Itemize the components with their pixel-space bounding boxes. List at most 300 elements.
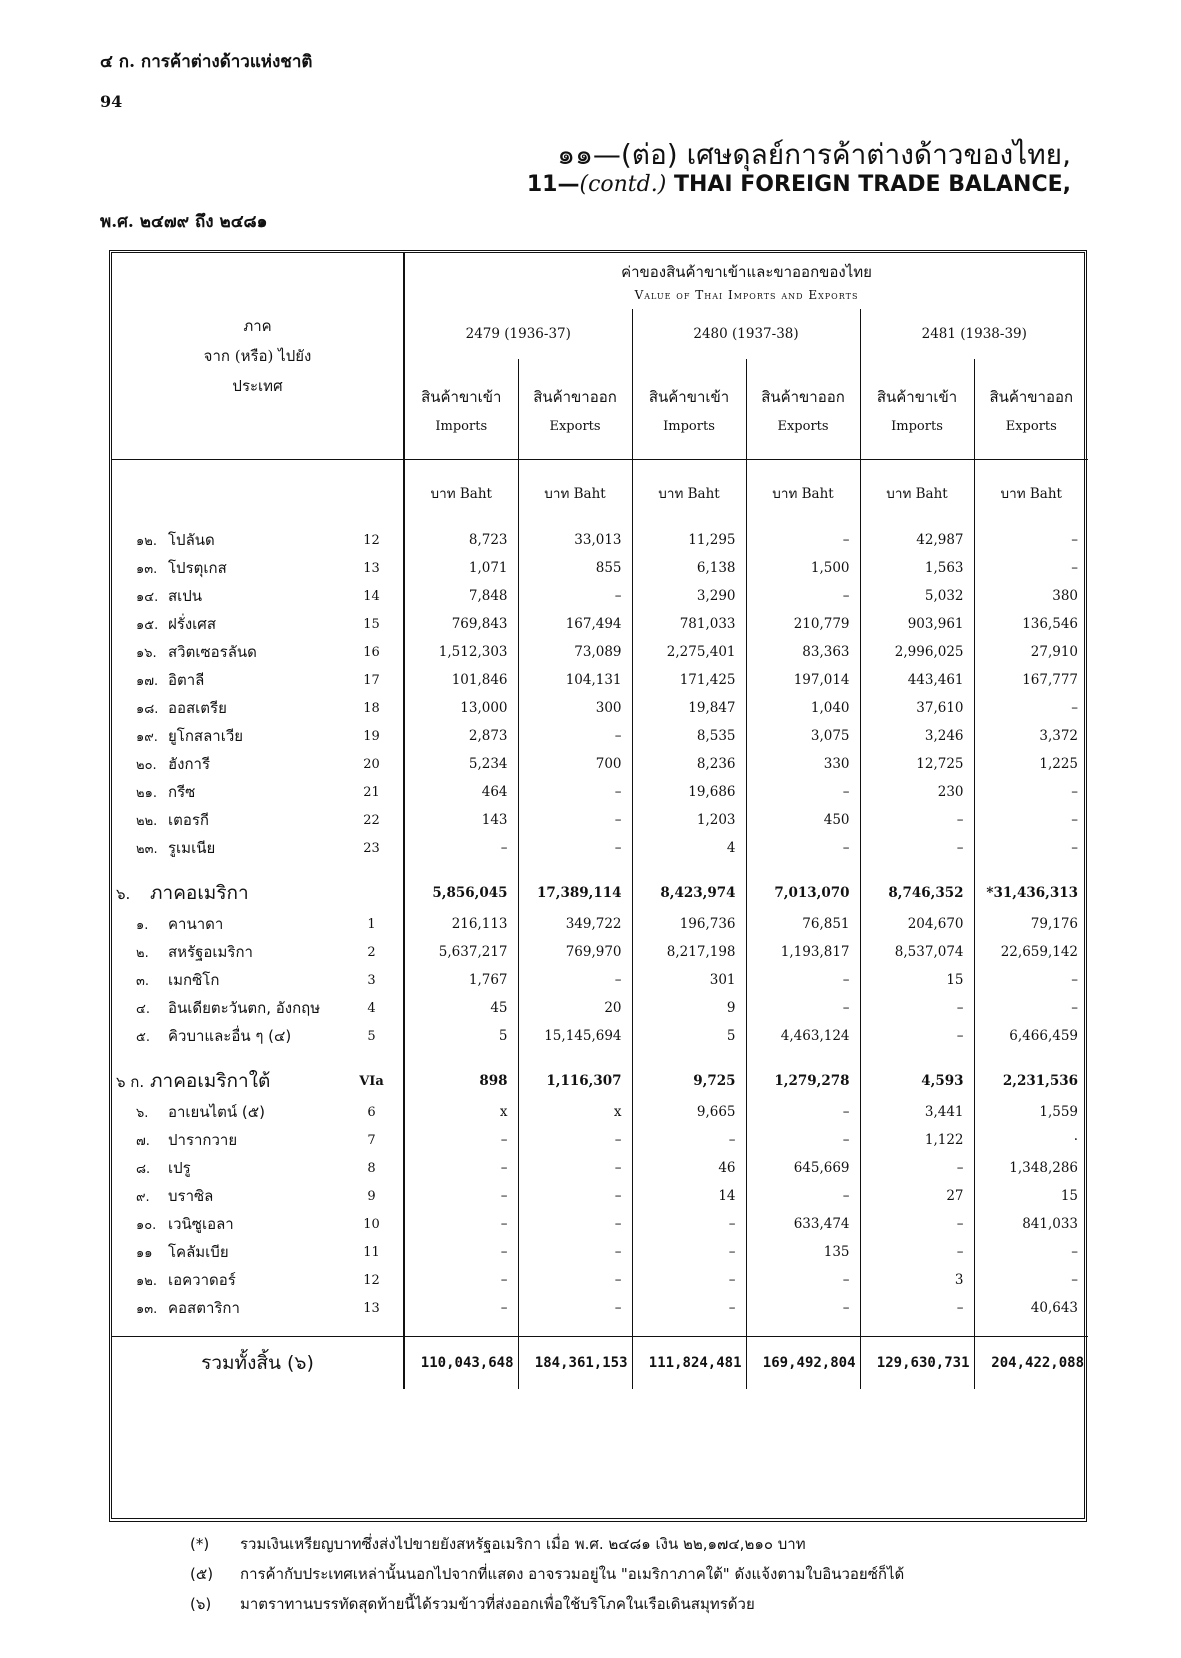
row-label [112,1022,340,1050]
row-label [112,1238,340,1266]
value-cell: 101,846 [404,666,518,694]
spacer-cell [632,1322,746,1337]
title-en-prefix: 11— [526,172,580,197]
row-name: ภาคอเมริกา [150,882,249,904]
value-cell: 898 [404,1064,518,1098]
region-row-south-america [112,1064,1088,1098]
value-cell: – [518,1182,632,1210]
value-cell: 1,348,286 [974,1154,1088,1182]
value-cell: 3,441 [860,1098,974,1126]
table-row [112,582,1088,610]
row-label [112,938,340,966]
value-cell: 8,723 [404,526,518,554]
value-cell: 1,563 [860,554,974,582]
row-name: เตอรกี [168,811,210,829]
value-cell: – [746,834,860,862]
value-cell: 135 [746,1238,860,1266]
value-cell: 3,290 [632,582,746,610]
row-code [340,876,404,910]
table-row [112,1238,1088,1266]
row-name: คิวบาและอื่น ๆ (๔) [168,1027,292,1045]
row-number: ๑. [136,918,149,933]
value-cell: 5,032 [860,582,974,610]
value-cell: – [746,778,860,806]
value-cell: – [746,582,860,610]
row-name: สเปน [168,587,203,605]
year-header-2480: 2480 (1937-38) [632,309,860,359]
value-header [404,253,1088,309]
exports-header-english: Exports [549,418,601,434]
footnote-mark: (*) [190,1535,210,1553]
spacer-cell [518,862,632,876]
row-code: 5 [367,1028,376,1044]
footnote-mark: (๖) [190,1595,212,1613]
exports-header [974,359,1088,460]
value-cell: 301 [632,966,746,994]
value-cell: 167,777 [974,666,1088,694]
value-cell: – [404,1238,518,1266]
row-name: คอสตาริกา [168,1299,240,1317]
spacer-cell [340,862,404,876]
trade-balance-table [109,250,1087,1522]
value-cell: 1,040 [746,694,860,722]
value-cell: 197,014 [746,666,860,694]
row-label [112,876,340,910]
value-cell: 33,013 [518,526,632,554]
value-cell: 7,848 [404,582,518,610]
row-name: ออสเตรีย [168,699,227,717]
value-cell: 5,637,217 [404,938,518,966]
imports-header-thai: สินค้าขาเข้า [876,387,958,406]
value-cell: 15 [860,966,974,994]
value-cell: 3,372 [974,722,1088,750]
value-cell: · [974,1126,1088,1154]
value-cell: 1,122 [860,1126,974,1154]
row-code: 2 [367,944,376,960]
row-number: ๑๒. [136,1274,157,1289]
row-label [112,806,340,834]
footnote [190,1562,904,1592]
footnote [190,1592,904,1622]
row-number: ๑๙. [136,730,158,745]
value-cell: – [746,1294,860,1322]
row-name: โคลัมเบีย [168,1243,229,1261]
row-number: ๒๒. [136,814,158,829]
value-cell: 1,193,817 [746,938,860,966]
spacer-cell [746,1050,860,1064]
row-label [112,1182,340,1210]
value-cell: 5 [404,1022,518,1050]
row-name: สวิตเซอรลันด [168,643,257,661]
row-number: ๒๓. [136,842,158,857]
footnote-text: การค้ากับประเทศเหล่านั้นนอกไปจากที่แสดง อาจรวมอยู่ใน "อเมริกาภาคใต้" ดังแจ้งตามใบอินวอยซ์ก็ได้ [240,1565,905,1583]
value-cell: 196,736 [632,910,746,938]
imports-header-english: Imports [435,418,488,434]
row-number: ๑๒. [136,534,157,549]
value-cell: 40,643 [974,1294,1088,1322]
row-code: 16 [363,644,380,660]
value-cell: – [974,994,1088,1022]
value-cell: – [974,1266,1088,1294]
value-cell: 230 [860,778,974,806]
value-cell: – [518,966,632,994]
value-cell: 903,961 [860,610,974,638]
table-row [112,722,1088,750]
row-name: อิตาลี [168,671,205,689]
row-label [112,638,340,666]
region-header-line-1: ภาค [243,317,272,335]
table-row [112,554,1088,582]
value-cell: – [518,778,632,806]
row-code: 13 [363,1300,380,1316]
value-cell: – [974,966,1088,994]
table-row [112,938,1088,966]
spacer-cell [746,1322,860,1337]
value-cell: 9,665 [632,1098,746,1126]
value-cell: x [404,1098,518,1126]
value-cell: – [518,1238,632,1266]
section-label: ๔ ก. การค้าต่างด้าวแห่งชาติ [100,52,313,72]
footnote-mark: (๕) [190,1565,214,1583]
value-cell: 1,071 [404,554,518,582]
total-value: 204,422,088 [974,1337,1088,1390]
row-code: 13 [363,560,380,576]
row-label [112,1064,340,1098]
value-cell: 8,236 [632,750,746,778]
spacer-row [112,1050,1088,1064]
table-row [112,806,1088,834]
total-label: รวมทั้งสิ้น (๖) [112,1337,404,1390]
row-label [112,582,340,610]
row-number: ๑๓. [136,1302,158,1317]
spacer-cell [974,1050,1088,1064]
table-row [112,834,1088,862]
row-number: ๑๕. [136,618,159,633]
value-cell: 300 [518,694,632,722]
row-number: ๑๗. [136,674,159,689]
value-cell: 6,138 [632,554,746,582]
value-cell: 769,970 [518,938,632,966]
region-header-line-3: ประเทศ [232,377,283,395]
value-cell: – [404,1210,518,1238]
table-row [112,666,1088,694]
row-name: สหรัฐอเมริกา [168,943,253,961]
value-cell: 5,856,045 [404,876,518,910]
value-cell: 2,873 [404,722,518,750]
table-row [112,910,1088,938]
table-row [112,966,1088,994]
table-row [112,638,1088,666]
spacer-cell [112,862,340,876]
table-body [112,460,1088,1390]
table-row [112,994,1088,1022]
row-code: 9 [367,1188,376,1204]
row-number: ๒. [136,946,149,961]
row-code: 23 [363,840,380,856]
row-label [112,526,340,554]
imports-header-thai: สินค้าขาเข้า [648,387,730,406]
row-code: 21 [363,784,380,800]
spacer-cell [340,1322,404,1337]
row-label [112,1294,340,1322]
value-cell: – [860,1294,974,1322]
value-cell: – [404,1294,518,1322]
unit-cell: บาท Baht [518,460,632,527]
spacer-cell [404,1322,518,1337]
row-name: โปลันด [168,531,215,549]
value-cell: – [974,526,1088,554]
value-cell: 136,546 [974,610,1088,638]
row-number: ๑๘. [136,702,159,717]
value-cell: x [518,1098,632,1126]
value-cell: – [632,1126,746,1154]
unit-cell: บาท Baht [404,460,518,527]
row-label [112,1126,340,1154]
value-cell: 1,203 [632,806,746,834]
row-number: ๔. [136,1002,150,1017]
row-number: ๒๑. [136,786,157,801]
row-label [112,966,340,994]
value-cell: 14 [632,1182,746,1210]
table-row [112,1182,1088,1210]
value-cell: – [404,1126,518,1154]
value-cell: 349,722 [518,910,632,938]
row-label [112,994,340,1022]
spacer-row [112,1322,1088,1337]
spacer-cell [340,1050,404,1064]
value-cell: – [860,1238,974,1266]
total-value: 111,824,481 [632,1337,746,1390]
row-name: อินเดียตะวันตก, อังกฤษ [168,999,321,1017]
value-cell: – [518,1126,632,1154]
title-en-contd: (contd.) [579,172,667,197]
total-row [112,1337,1088,1390]
value-cell: – [974,554,1088,582]
row-number: ๑๓. [136,562,158,577]
row-number: ๖. [116,885,131,903]
value-cell: – [518,722,632,750]
value-cell: – [746,994,860,1022]
table-row [112,1266,1088,1294]
value-cell: – [518,1266,632,1294]
table-row [112,1154,1088,1182]
years-label: พ.ศ. ๒๔๗๙ ถึง ๒๔๘๑ [100,212,268,232]
value-cell: 20 [518,994,632,1022]
value-cell: 6,466,459 [974,1022,1088,1050]
spacer-cell [112,1322,340,1337]
value-cell: 1,279,278 [746,1064,860,1098]
row-name: ภาคอเมริกาใต้ [150,1070,271,1092]
value-cell: 1,225 [974,750,1088,778]
spacer-cell [404,1050,518,1064]
value-cell: 464 [404,778,518,806]
value-cell: 2,996,025 [860,638,974,666]
value-cell: 79,176 [974,910,1088,938]
row-code: 11 [363,1244,380,1260]
value-cell: 841,033 [974,1210,1088,1238]
value-cell: – [974,778,1088,806]
value-cell: 73,089 [518,638,632,666]
value-cell: 380 [974,582,1088,610]
region-header [112,253,404,460]
value-cell: 46 [632,1154,746,1182]
total-value: 110,043,648 [404,1337,518,1390]
value-cell: 3 [860,1266,974,1294]
exports-header [746,359,860,460]
row-number: ๑๖. [136,646,157,661]
row-code: VIa [359,1073,384,1089]
value-cell: 855 [518,554,632,582]
row-name: คานาดา [168,915,224,933]
table-row [112,526,1088,554]
row-label [112,610,340,638]
footnote-text: มาตราทานบรรทัดสุดท้ายนี้ได้รวมข้าวที่ส่งออกเพื่อใช้บริโภคในเรือเดินสมุทรด้วย [240,1595,755,1613]
exports-header-thai: สินค้าขาออก [989,387,1074,406]
row-label [112,554,340,582]
value-cell: 76,851 [746,910,860,938]
spacer-cell [632,1050,746,1064]
spacer-cell [860,1050,974,1064]
value-cell: 27,910 [974,638,1088,666]
row-label [112,778,340,806]
value-cell: 1,767 [404,966,518,994]
value-cell: – [404,1266,518,1294]
row-number: ๓. [136,974,150,989]
value-cell: 8,535 [632,722,746,750]
row-code: 20 [363,756,380,772]
region-header-line-2: จาก (หรือ) ไปยัง [203,347,312,365]
table-row [112,694,1088,722]
value-cell: – [860,1022,974,1050]
imports-header [860,359,974,460]
exports-header-english: Exports [777,418,829,434]
value-cell: 4,593 [860,1064,974,1098]
value-cell: 143 [404,806,518,834]
value-cell: 7,013,070 [746,876,860,910]
spacer-row [112,862,1088,876]
imports-header-english: Imports [663,418,715,434]
total-value: 184,361,153 [518,1337,632,1390]
value-cell: 8,746,352 [860,876,974,910]
value-cell: *31,436,313 [974,876,1088,910]
row-name: บราซิล [168,1187,214,1205]
value-cell: – [860,806,974,834]
row-number: ๖ ก. [116,1073,145,1091]
row-label [112,1154,340,1182]
trade-table [112,253,1088,1389]
value-cell: – [518,582,632,610]
table-row [112,610,1088,638]
row-number: ๙. [136,1190,150,1205]
value-cell: – [746,966,860,994]
title-english [527,172,1071,197]
unit-cell: บาท Baht [632,460,746,527]
value-cell: – [860,1154,974,1182]
row-code: 19 [363,728,380,744]
value-cell: – [746,526,860,554]
value-cell: 17,389,114 [518,876,632,910]
table-row [112,778,1088,806]
value-cell: 9 [632,994,746,1022]
value-cell: 11,295 [632,526,746,554]
unit-cell: บาท Baht [746,460,860,527]
value-cell: 1,116,307 [518,1064,632,1098]
spacer-cell [974,862,1088,876]
unit-blank [112,460,404,527]
value-cell: – [860,1210,974,1238]
row-code: 14 [363,588,380,604]
spacer-cell [112,1050,340,1064]
imports-header [632,359,746,460]
value-cell: 22,659,142 [974,938,1088,966]
value-cell: 450 [746,806,860,834]
value-cell: – [860,834,974,862]
value-cell: 104,131 [518,666,632,694]
value-cell: 443,461 [860,666,974,694]
value-cell: 27 [860,1182,974,1210]
value-cell: – [404,834,518,862]
unit-cell: บาท Baht [860,460,974,527]
value-cell: 19,686 [632,778,746,806]
row-code: 7 [367,1132,376,1148]
value-cell: – [746,1126,860,1154]
value-cell: – [632,1238,746,1266]
exports-header-thai: สินค้าขาออก [761,387,845,406]
value-cell: 83,363 [746,638,860,666]
spacer-cell [860,862,974,876]
value-cell: – [518,834,632,862]
row-code: 12 [363,1272,380,1288]
row-code: 18 [363,700,380,716]
value-cell: 700 [518,750,632,778]
table-row [112,750,1088,778]
value-cell: 4,463,124 [746,1022,860,1050]
spacer-cell [518,1322,632,1337]
value-cell: – [404,1182,518,1210]
value-cell: 15,145,694 [518,1022,632,1050]
footnotes [190,1532,904,1622]
row-name: เปรู [168,1159,191,1177]
table-row [112,1126,1088,1154]
value-cell: 769,843 [404,610,518,638]
value-cell: – [974,834,1088,862]
row-code: 6 [367,1104,376,1120]
table-row [112,1022,1088,1050]
value-cell: 5 [632,1022,746,1050]
spacer-cell [974,1322,1088,1337]
row-name: โปรตุเกส [168,559,227,577]
value-cell: 633,474 [746,1210,860,1238]
row-number: ๗. [136,1134,150,1149]
table-row [112,1210,1088,1238]
row-name: ยูโกสลาเวีย [168,727,244,745]
row-number: ๑๔. [136,590,159,605]
value-cell: 8,423,974 [632,876,746,910]
value-cell: 204,670 [860,910,974,938]
value-cell: 1,500 [746,554,860,582]
imports-header-english: Imports [891,418,943,434]
value-cell: 3,075 [746,722,860,750]
spacer-cell [632,862,746,876]
row-label [112,834,340,862]
value-cell: – [974,694,1088,722]
row-label [112,1098,340,1126]
value-cell: 216,113 [404,910,518,938]
value-header-english: Value of Thai Imports and Exports [634,288,859,302]
row-name: อาเยนไตน์ (๕) [168,1103,265,1121]
value-cell: – [746,1098,860,1126]
row-code: 12 [363,532,380,548]
